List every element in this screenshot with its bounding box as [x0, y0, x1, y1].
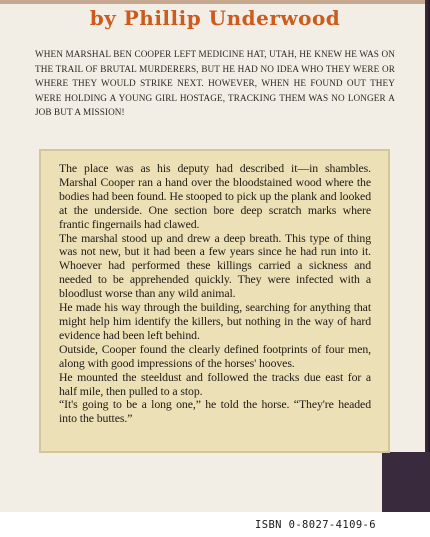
- excerpt-paragraph: The marshal stood up and drew a deep breath. This type of thing was not new, but it had been a few years since he had run into it. Whoever had performed these killings carried a sickness and needed to be apprehended quickly. They were infected with a bloodlust worse than any wild animal.: [59, 230, 371, 301]
- spine-edge-lower: [382, 452, 430, 512]
- excerpt-paragraph: Outside, Cooper found the clearly defined footprints of four men, along with good impressions of the horses' hooves.: [59, 341, 371, 370]
- book-blurb: WHEN MARSHAL BEN COOPER LEFT MEDICINE HAT, UTAH, HE KNEW HE WAS ON THE TRAIL OF BRUTAL MURDERERS, BUT HE HAD NO IDEA WHO THEY WERE OR WHERE THEY WOULD STRIKE NEXT. HOWEVER, WHEN HE FOUND OUT THEY WERE HOLDING A YOUNG GIRL HOSTAGE, TRACKING THEM WAS NO LONGER A JOB BUT A MISSION!: [35, 49, 395, 118]
- excerpt-box: [39, 149, 390, 453]
- excerpt-paragraph: He made his way through the building, searching for anything that might help him identify the killers, but nothing in the way of hard evidence had been left behind.: [59, 300, 371, 342]
- isbn-number: ISBN 0-8027-4109-6: [255, 519, 376, 531]
- excerpt-paragraph: He mounted the steeldust and followed the tracks due east for a half mile, then pulled to a stop.: [59, 369, 371, 398]
- author-byline: by Phillip Underwood: [89, 6, 341, 30]
- excerpt-paragraph: “It's going to be a long one,” he told the horse. “They're headed into the buttes.”: [59, 397, 371, 426]
- excerpt-paragraph: The place was as his deputy had described it—in shambles. Marshal Cooper ran a hand over the bloodstained wood where the bodies had been found. He stooped to pick up the plank and looked at the underside. One section bore deep scratch marks where frantic fingernails had clawed.: [59, 161, 371, 231]
